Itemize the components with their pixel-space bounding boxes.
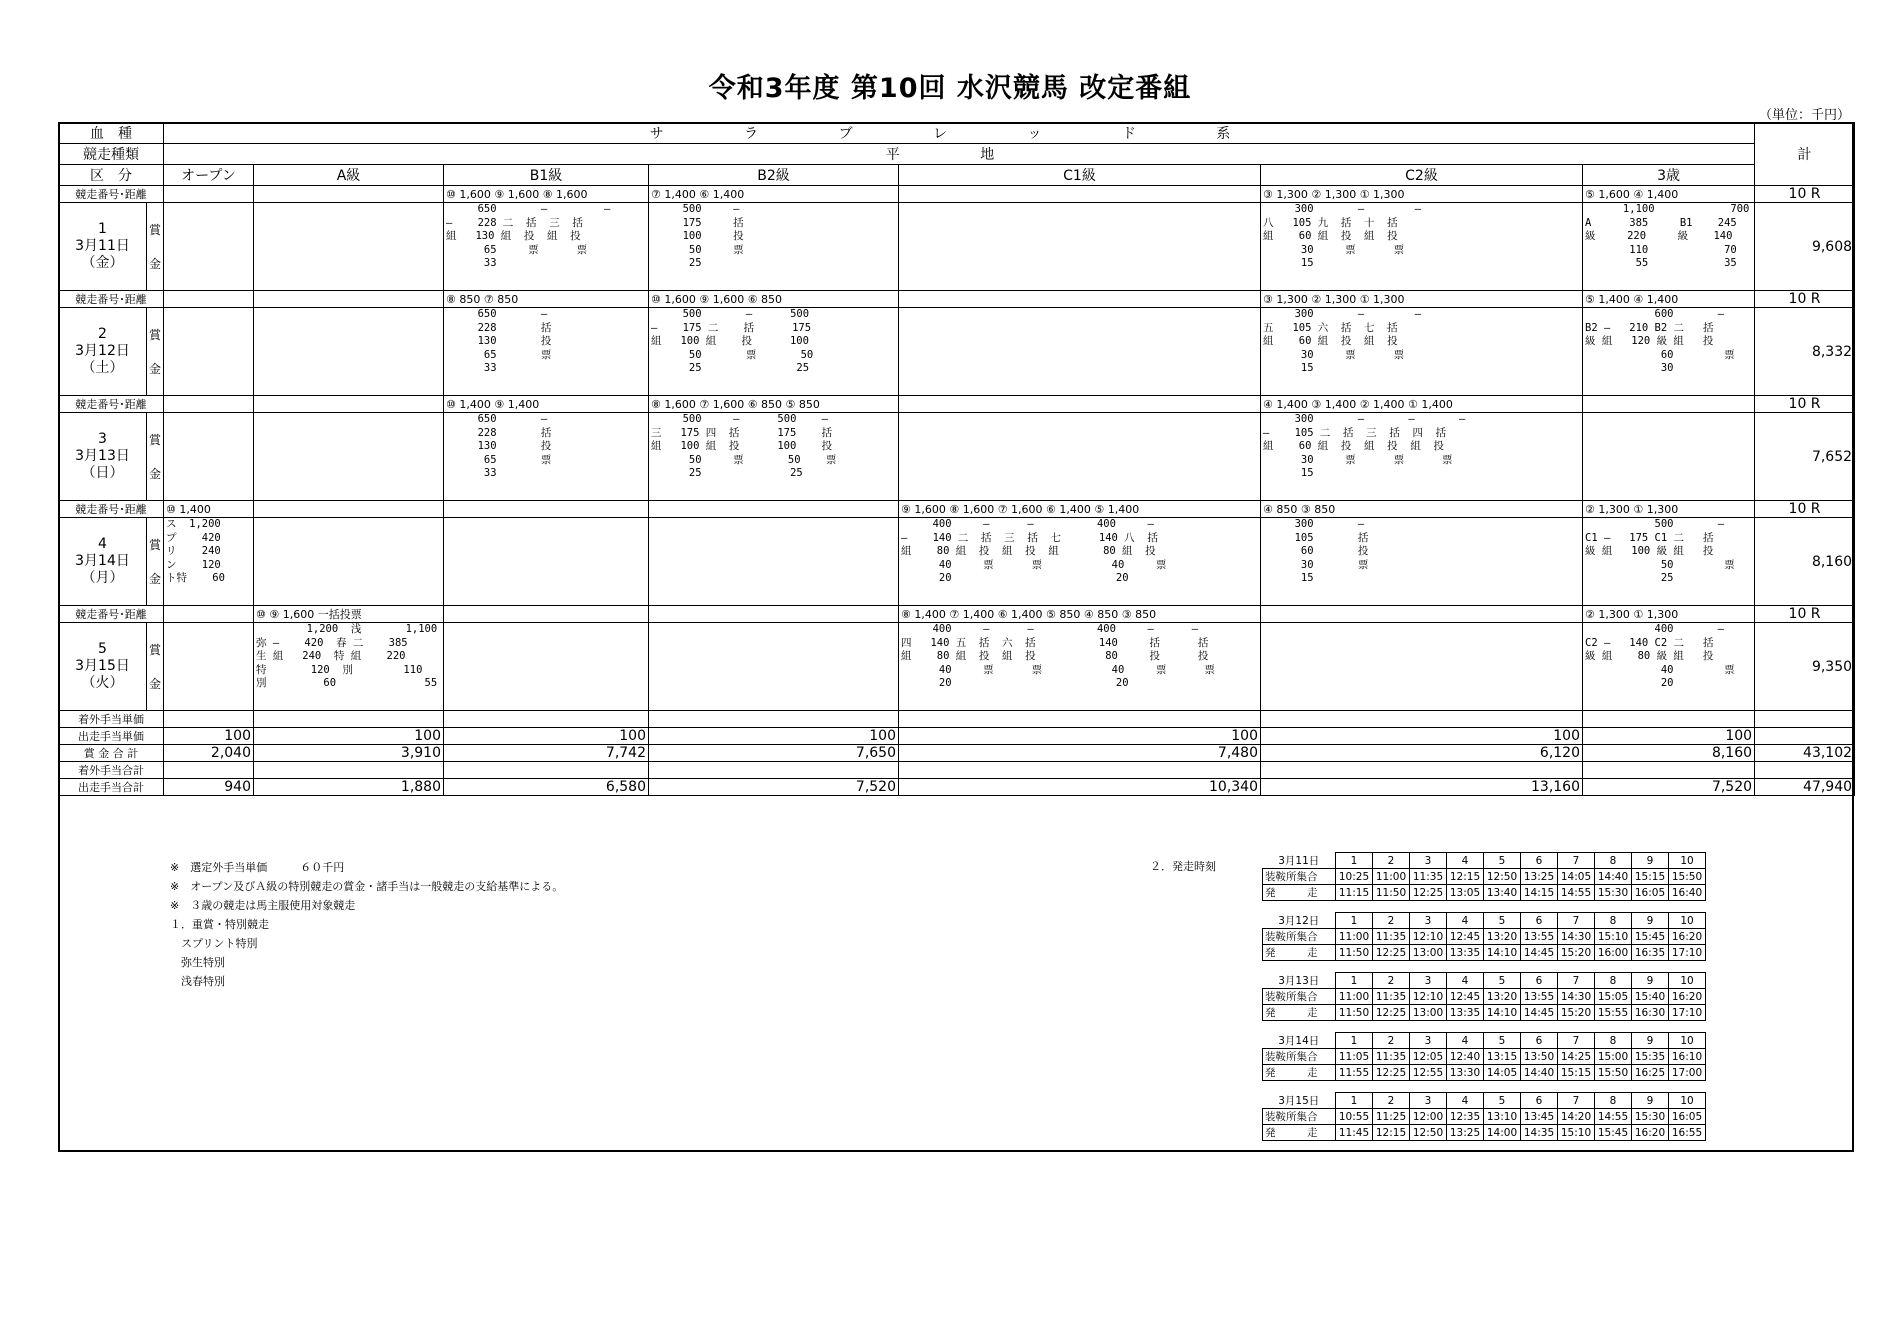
- schedule-date: 3月13日: [1263, 973, 1336, 989]
- race-distance-cell: ③ 1,300 ② 1,300 ① 1,300: [1261, 291, 1583, 308]
- race-number-header: 10: [1669, 853, 1706, 869]
- prize-cell: 1,200 浅 1,100 弥 ― 420 春 二 385 生 組 240 特 組 220 特 120 別 110 別 60 55: [256, 623, 438, 690]
- start-time: 12:25: [1373, 1005, 1410, 1021]
- race-number-header: 2: [1373, 1093, 1410, 1109]
- summary-value: 6,120: [1261, 745, 1583, 762]
- race-number-header: 9: [1632, 1093, 1669, 1109]
- assembly-time: 15:50: [1669, 869, 1706, 885]
- race-number-header: 5: [1484, 1033, 1521, 1049]
- assembly-time: 15:40: [1632, 989, 1669, 1005]
- start-time: 16:55: [1669, 1125, 1706, 1141]
- assembly-time: 14:40: [1595, 869, 1632, 885]
- start-time: 11:45: [1336, 1125, 1373, 1141]
- summary-total: 43,102: [1755, 745, 1855, 762]
- assembly-time: 14:25: [1558, 1049, 1595, 1065]
- summary-value: 7,520: [1583, 779, 1755, 796]
- day-total: 8,332: [1755, 308, 1855, 396]
- race-number-header: 3: [1410, 1093, 1447, 1109]
- summary-value: 13,160: [1261, 779, 1583, 796]
- assembly-time: 12:40: [1447, 1049, 1484, 1065]
- assembly-time: 12:15: [1447, 869, 1484, 885]
- race-day-label: 4 3月14日 （月）: [59, 518, 147, 606]
- assembly-time: 12:45: [1447, 929, 1484, 945]
- assembly-time: 12:10: [1410, 989, 1447, 1005]
- assembly-time: 10:55: [1336, 1109, 1373, 1125]
- assembly-time: 15:10: [1595, 929, 1632, 945]
- summary-value: 100: [254, 728, 444, 745]
- assembly-time: 16:20: [1669, 989, 1706, 1005]
- start-time: 14:45: [1521, 945, 1558, 961]
- race-number-header: 8: [1595, 853, 1632, 869]
- race-number-header: 9: [1632, 913, 1669, 929]
- start-time-table: [1262, 1092, 1706, 1141]
- race-number-header: 2: [1373, 1033, 1410, 1049]
- start-label: 発 走: [1263, 1125, 1336, 1141]
- summary-label: 出走手当単価: [59, 728, 164, 745]
- note-line: 浅春特別: [170, 975, 225, 988]
- race-distance-cell: ② 1,300 ① 1,300: [1583, 606, 1755, 623]
- assembly-label: 装鞍所集合: [1263, 989, 1336, 1005]
- breed-label: 血 種: [59, 123, 164, 144]
- race-distance-cell: ⑩ 1,600 ⑨ 1,600 ⑥ 850: [649, 291, 899, 308]
- start-label: 発 走: [1263, 1005, 1336, 1021]
- prize-cell: 400 ― ― 400 ― ― 四 140 五 括 六 括 140 括 括 組 80 組 投 組 投 80 投 投 40 票 票 40 票 票 20 20: [901, 623, 1215, 690]
- start-time: 12:25: [1410, 885, 1447, 901]
- race-number-header: 6: [1521, 1033, 1558, 1049]
- race-number-header: 6: [1521, 853, 1558, 869]
- note-line: ※ 選定外手当単価 ６０千円: [170, 861, 345, 874]
- start-time: 13:00: [1410, 1005, 1447, 1021]
- assembly-time: 15:05: [1595, 989, 1632, 1005]
- race-distance-cell: ⑤ 1,600 ④ 1,400: [1583, 186, 1755, 203]
- class-label: 区 分: [59, 165, 164, 186]
- note-line: 弥生特別: [170, 956, 225, 969]
- start-time: 11:50: [1373, 885, 1410, 901]
- summary-label: 出走手当合計: [59, 779, 164, 796]
- start-time: 12:55: [1410, 1065, 1447, 1081]
- note-line: スプリント特別: [170, 937, 258, 950]
- assembly-time: 11:05: [1336, 1049, 1373, 1065]
- summary-value: 1,880: [254, 779, 444, 796]
- prize-cell: 500 ― 500 ― 三 175 四 括 175 括 組 100 組 投 100 投 50 票 50 票 25 25: [651, 413, 837, 480]
- assembly-time: 15:35: [1632, 1049, 1669, 1065]
- race-number-header: 9: [1632, 853, 1669, 869]
- class-header: A級: [254, 165, 444, 186]
- class-header: C1級: [899, 165, 1261, 186]
- assembly-time: 15:30: [1632, 1109, 1669, 1125]
- assembly-time: 15:45: [1632, 929, 1669, 945]
- day-total: 9,608: [1755, 203, 1855, 291]
- race-distance-cell: ⑩ 1,400 ⑨ 1,400: [444, 396, 649, 413]
- start-time: 15:30: [1595, 885, 1632, 901]
- race-number-header: 1: [1336, 973, 1373, 989]
- race-number-header: 4: [1447, 913, 1484, 929]
- prize-cell: 300 ― ― ― ― 105 二 括 三 括 四 括 組 60 組 投 組 投 組 投 30 票 票 票 15: [1263, 413, 1466, 480]
- prize-cell: 500 ― C1 ― 175 C1 二 括 級 組 100 級 組 投 50 票 25: [1585, 518, 1735, 585]
- race-number-header: 3: [1410, 913, 1447, 929]
- assembly-time: 14:30: [1558, 929, 1595, 945]
- assembly-time: 15:00: [1595, 1049, 1632, 1065]
- race-number-header: 1: [1336, 853, 1373, 869]
- notes-block: [170, 858, 563, 991]
- start-time: 14:45: [1521, 1005, 1558, 1021]
- start-time: 15:10: [1558, 1125, 1595, 1141]
- race-number-header: 10: [1669, 913, 1706, 929]
- start-time: 11:15: [1336, 885, 1373, 901]
- summary-value: 8,160: [1583, 745, 1755, 762]
- start-time: 13:35: [1447, 945, 1484, 961]
- start-times-label: ２．発走時刻: [1150, 860, 1216, 873]
- start-time: 17:10: [1669, 1005, 1706, 1021]
- assembly-time: 13:55: [1521, 989, 1558, 1005]
- day-total: 8,160: [1755, 518, 1855, 606]
- class-header: オープン: [164, 165, 254, 186]
- assembly-time: 14:55: [1595, 1109, 1632, 1125]
- summary-value: 940: [164, 779, 254, 796]
- class-header: C2級: [1261, 165, 1583, 186]
- race-distance-label: 競走番号･距離: [59, 501, 164, 518]
- assembly-label: 装鞍所集合: [1263, 1049, 1336, 1065]
- assembly-label: 装鞍所集合: [1263, 869, 1336, 885]
- start-time: 17:00: [1669, 1065, 1706, 1081]
- class-header: 3歳: [1583, 165, 1755, 186]
- schedule-date: 3月11日: [1263, 853, 1336, 869]
- start-time: 11:50: [1336, 1005, 1373, 1021]
- assembly-time: 12:10: [1410, 929, 1447, 945]
- race-distance-cell: ⑧ 1,400 ⑦ 1,400 ⑥ 1,400 ⑤ 850 ④ 850 ③ 850: [899, 606, 1261, 623]
- assembly-time: 16:20: [1669, 929, 1706, 945]
- race-type-value: 平 地: [164, 144, 1755, 165]
- race-count: 10 R: [1755, 186, 1855, 203]
- assembly-time: 13:55: [1521, 929, 1558, 945]
- class-header: B1級: [444, 165, 649, 186]
- start-time: 14:55: [1558, 885, 1595, 901]
- day-total: 9,350: [1755, 623, 1855, 711]
- start-time: 14:10: [1484, 1005, 1521, 1021]
- race-distance-cell: ⑧ 1,600 ⑦ 1,600 ⑥ 850 ⑤ 850: [649, 396, 899, 413]
- race-distance-cell: ④ 1,400 ③ 1,400 ② 1,400 ① 1,400: [1261, 396, 1583, 413]
- race-number-header: 3: [1410, 1033, 1447, 1049]
- summary-label: 着外手当合計: [59, 762, 164, 779]
- summary-value: 100: [649, 728, 899, 745]
- assembly-time: 13:15: [1484, 1049, 1521, 1065]
- assembly-label: 装鞍所集合: [1263, 929, 1336, 945]
- assembly-time: 13:20: [1484, 989, 1521, 1005]
- race-distance-cell: ⑤ 1,400 ④ 1,400: [1583, 291, 1755, 308]
- start-time: 13:05: [1447, 885, 1484, 901]
- start-time: 16:30: [1632, 1005, 1669, 1021]
- prize-label: 賞 金: [147, 203, 164, 291]
- race-number-header: 8: [1595, 1033, 1632, 1049]
- prize-cell: 400 ― ― 400 ― ― 140 二 括 三 括 七 140 八 括 組 80 組 投 組 投 組 80 組 投 40 票 票 40 票 20 20: [901, 518, 1167, 585]
- start-time: 16:35: [1632, 945, 1669, 961]
- unit-label: （単位：千円）: [1758, 108, 1850, 123]
- race-number-header: 10: [1669, 1033, 1706, 1049]
- assembly-time: 13:45: [1521, 1109, 1558, 1125]
- prize-cell: 400 ― C2 ― 140 C2 二 括 級 組 80 級 組 投 40 票 20: [1585, 623, 1735, 690]
- race-count: 10 R: [1755, 291, 1855, 308]
- race-number-header: 4: [1447, 1033, 1484, 1049]
- assembly-time: 16:10: [1669, 1049, 1706, 1065]
- race-number-header: 3: [1410, 973, 1447, 989]
- start-time: 17:10: [1669, 945, 1706, 961]
- race-day-label: 5 3月15日 （火）: [59, 623, 147, 711]
- prize-cell: 1,100 700 A 385 B1 245 級 220 級 140 110 70 55 35: [1585, 203, 1750, 270]
- assembly-time: 14:05: [1558, 869, 1595, 885]
- race-number-header: 3: [1410, 853, 1447, 869]
- start-time: 12:15: [1373, 1125, 1410, 1141]
- assembly-time: 11:25: [1373, 1109, 1410, 1125]
- assembly-time: 12:00: [1410, 1109, 1447, 1125]
- assembly-time: 13:50: [1521, 1049, 1558, 1065]
- start-time: 13:30: [1447, 1065, 1484, 1081]
- race-number-header: 4: [1447, 973, 1484, 989]
- note-line: ※ オープン及びＡ級の特別競走の賞金・諸手当は一般競走の支給基準による。: [170, 880, 564, 893]
- assembly-time: 12:45: [1447, 989, 1484, 1005]
- race-distance-label: 競走番号･距離: [59, 186, 164, 203]
- assembly-time: 10:25: [1336, 869, 1373, 885]
- race-number-header: 9: [1632, 973, 1669, 989]
- day-total: 7,652: [1755, 413, 1855, 501]
- assembly-time: 12:35: [1447, 1109, 1484, 1125]
- race-number-header: 7: [1558, 973, 1595, 989]
- prize-cell: 300 ― 105 括 60 投 30 票 15: [1294, 518, 1369, 585]
- race-number-header: 5: [1484, 1093, 1521, 1109]
- start-time-table: [1262, 1032, 1706, 1081]
- start-time: 14:35: [1521, 1125, 1558, 1141]
- start-time: 11:50: [1336, 945, 1373, 961]
- breed-value: サ ラ ブ レ ッ ド 系: [164, 123, 1755, 144]
- start-time: 16:25: [1632, 1065, 1669, 1081]
- start-time: 12:50: [1410, 1125, 1447, 1141]
- race-distance-cell: ② 1,300 ① 1,300: [1583, 501, 1755, 518]
- note-line: １．重賞・特別競走: [170, 918, 269, 931]
- summary-value: 3,910: [254, 745, 444, 762]
- race-number-header: 2: [1373, 853, 1410, 869]
- start-time: 14:40: [1521, 1065, 1558, 1081]
- assembly-time: 12:50: [1484, 869, 1521, 885]
- race-number-header: 8: [1595, 1093, 1632, 1109]
- summary-value: 100: [164, 728, 254, 745]
- race-day-label: 3 3月13日 （日）: [59, 413, 147, 501]
- race-number-header: 5: [1484, 853, 1521, 869]
- prize-cell: 650 ― 228 括 130 投 65 票 33: [477, 308, 552, 375]
- start-time: 13:00: [1410, 945, 1447, 961]
- race-number-header: 6: [1521, 913, 1558, 929]
- prize-cell: 650 ― 228 括 130 投 65 票 33: [477, 413, 552, 480]
- assembly-time: 14:30: [1558, 989, 1595, 1005]
- assembly-time: 11:35: [1410, 869, 1447, 885]
- start-time: 14:15: [1521, 885, 1558, 901]
- race-distance-label: 競走番号･距離: [59, 606, 164, 623]
- start-time: 13:40: [1484, 885, 1521, 901]
- race-day-label: 1 3月11日 （金）: [59, 203, 147, 291]
- start-time-table: [1262, 912, 1706, 961]
- start-time: 16:05: [1632, 885, 1669, 901]
- start-time: 13:25: [1447, 1125, 1484, 1141]
- assembly-time: 11:35: [1373, 1049, 1410, 1065]
- race-number-header: 7: [1558, 853, 1595, 869]
- total-header: 計: [1755, 123, 1855, 186]
- start-time-table: [1262, 972, 1706, 1021]
- start-time: 15:20: [1558, 1005, 1595, 1021]
- race-distance-cell: ⑨ 1,600 ⑧ 1,600 ⑦ 1,600 ⑥ 1,400 ⑤ 1,400: [899, 501, 1261, 518]
- start-time: 14:05: [1484, 1065, 1521, 1081]
- race-number-header: 10: [1669, 973, 1706, 989]
- prize-cell: 300 ― ― 八 105 九 括 十 括 組 60 組 投 組 投 30 票 票 15: [1263, 203, 1422, 270]
- race-number-header: 8: [1595, 913, 1632, 929]
- summary-value: 7,742: [444, 745, 649, 762]
- race-number-header: 7: [1558, 913, 1595, 929]
- race-count: 10 R: [1755, 501, 1855, 518]
- race-number-header: 4: [1447, 1093, 1484, 1109]
- race-count: 10 R: [1755, 606, 1855, 623]
- assembly-time: 11:35: [1373, 929, 1410, 945]
- assembly-time: 11:35: [1373, 989, 1410, 1005]
- assembly-time: 11:00: [1336, 929, 1373, 945]
- prize-label: 賞 金: [147, 308, 164, 396]
- race-day-label: 2 3月12日 （土）: [59, 308, 147, 396]
- start-time: 14:00: [1484, 1125, 1521, 1141]
- start-time-table: [1262, 852, 1706, 901]
- race-number-header: 1: [1336, 1093, 1373, 1109]
- class-header: B2級: [649, 165, 899, 186]
- start-label: 発 走: [1263, 1065, 1336, 1081]
- summary-label: 賞 金 合 計: [59, 745, 164, 762]
- summary-value: 100: [1261, 728, 1583, 745]
- start-time: 11:55: [1336, 1065, 1373, 1081]
- race-distance-cell: ⑦ 1,400 ⑥ 1,400: [649, 186, 899, 203]
- assembly-time: 11:00: [1336, 989, 1373, 1005]
- start-time: 15:45: [1595, 1125, 1632, 1141]
- start-time: 13:35: [1447, 1005, 1484, 1021]
- prize-label: 賞 金: [147, 623, 164, 711]
- assembly-time: 16:05: [1669, 1109, 1706, 1125]
- race-number-header: 5: [1484, 973, 1521, 989]
- summary-value: 2,040: [164, 745, 254, 762]
- assembly-time: 12:05: [1410, 1049, 1447, 1065]
- race-number-header: 10: [1669, 1093, 1706, 1109]
- race-number-header: 9: [1632, 1033, 1669, 1049]
- race-number-header: 6: [1521, 1093, 1558, 1109]
- start-time: 15:20: [1558, 945, 1595, 961]
- race-number-header: 1: [1336, 913, 1373, 929]
- summary-label: 着外手当単価: [59, 711, 164, 728]
- page-title: 令和3年度 第10回 水沢競馬 改定番組: [708, 73, 1192, 104]
- summary-value: 10,340: [899, 779, 1261, 796]
- schedule-date: 3月15日: [1263, 1093, 1336, 1109]
- assembly-time: 14:20: [1558, 1109, 1595, 1125]
- assembly-label: 装鞍所集合: [1263, 1109, 1336, 1125]
- race-count: 10 R: [1755, 396, 1855, 413]
- start-label: 発 走: [1263, 885, 1336, 901]
- summary-value: 7,480: [899, 745, 1261, 762]
- race-distance-cell: ⑩ 1,400: [164, 501, 254, 518]
- assembly-time: 11:00: [1373, 869, 1410, 885]
- start-time: 15:15: [1558, 1065, 1595, 1081]
- schedule-date: 3月12日: [1263, 913, 1336, 929]
- race-distance-cell: ⑧ 850 ⑦ 850: [444, 291, 649, 308]
- start-time: 15:55: [1595, 1005, 1632, 1021]
- prize-cell: 300 ― ― 五 105 六 括 七 括 組 60 組 投 組 投 30 票 票 15: [1263, 308, 1422, 375]
- race-distance-label: 競走番号･距離: [59, 396, 164, 413]
- summary-value: 6,580: [444, 779, 649, 796]
- race-number-header: 7: [1558, 1093, 1595, 1109]
- race-type-label: 競走種類: [59, 144, 164, 165]
- assembly-time: 13:20: [1484, 929, 1521, 945]
- start-label: 発 走: [1263, 945, 1336, 961]
- prize-label: 賞 金: [147, 413, 164, 501]
- start-time: 16:20: [1632, 1125, 1669, 1141]
- assembly-time: 13:25: [1521, 869, 1558, 885]
- race-number-header: 5: [1484, 913, 1521, 929]
- prize-label: 賞 金: [147, 518, 164, 606]
- assembly-time: 15:15: [1632, 869, 1669, 885]
- race-distance-cell: ⑩ 1,600 ⑨ 1,600 ⑧ 1,600: [444, 186, 649, 203]
- note-line: ※ ３歳の競走は馬主服使用対象競走: [170, 899, 356, 912]
- summary-value: 7,650: [649, 745, 899, 762]
- summary-value: 100: [444, 728, 649, 745]
- schedule-date: 3月14日: [1263, 1033, 1336, 1049]
- race-number-header: 2: [1373, 973, 1410, 989]
- start-time: 14:10: [1484, 945, 1521, 961]
- race-number-header: 6: [1521, 973, 1558, 989]
- race-distance-cell: ③ 1,300 ② 1,300 ① 1,300: [1261, 186, 1583, 203]
- prize-cell: 500 ― 175 括 100 投 50 票 25: [682, 203, 744, 270]
- start-time: 16:00: [1595, 945, 1632, 961]
- race-distance-cell: ⑩ ⑨ 1,600 一括投票: [254, 606, 444, 623]
- race-number-header: 2: [1373, 913, 1410, 929]
- race-number-header: 4: [1447, 853, 1484, 869]
- race-number-header: 7: [1558, 1033, 1595, 1049]
- start-time: 12:25: [1373, 1065, 1410, 1081]
- race-distance-label: 競走番号･距離: [59, 291, 164, 308]
- start-time: 15:50: [1595, 1065, 1632, 1081]
- race-distance-cell: ④ 850 ③ 850: [1261, 501, 1583, 518]
- prize-cell: 600 ― B2 ― 210 B2 二 括 級 組 120 級 組 投 60 票 30: [1585, 308, 1735, 375]
- summary-value: 100: [899, 728, 1261, 745]
- start-time: 12:25: [1373, 945, 1410, 961]
- prize-cell: 500 ― 500 ― 175 二 括 175 組 100 組 投 100 50 票 50 25 25: [651, 308, 814, 375]
- race-number-header: 1: [1336, 1033, 1373, 1049]
- summary-value: 7,520: [649, 779, 899, 796]
- prize-cell: 650 ― ― ― 228 二 括 三 括 組 130 組 投 組 投 65 票 票 33: [446, 203, 611, 270]
- summary-value: 100: [1583, 728, 1755, 745]
- assembly-time: 13:10: [1484, 1109, 1521, 1125]
- start-time: 16:40: [1669, 885, 1706, 901]
- prize-cell: ス 1,200 プ 420 リ 240 ン 120 ト特 60: [166, 518, 225, 585]
- summary-total: 47,940: [1755, 779, 1855, 796]
- race-number-header: 8: [1595, 973, 1632, 989]
